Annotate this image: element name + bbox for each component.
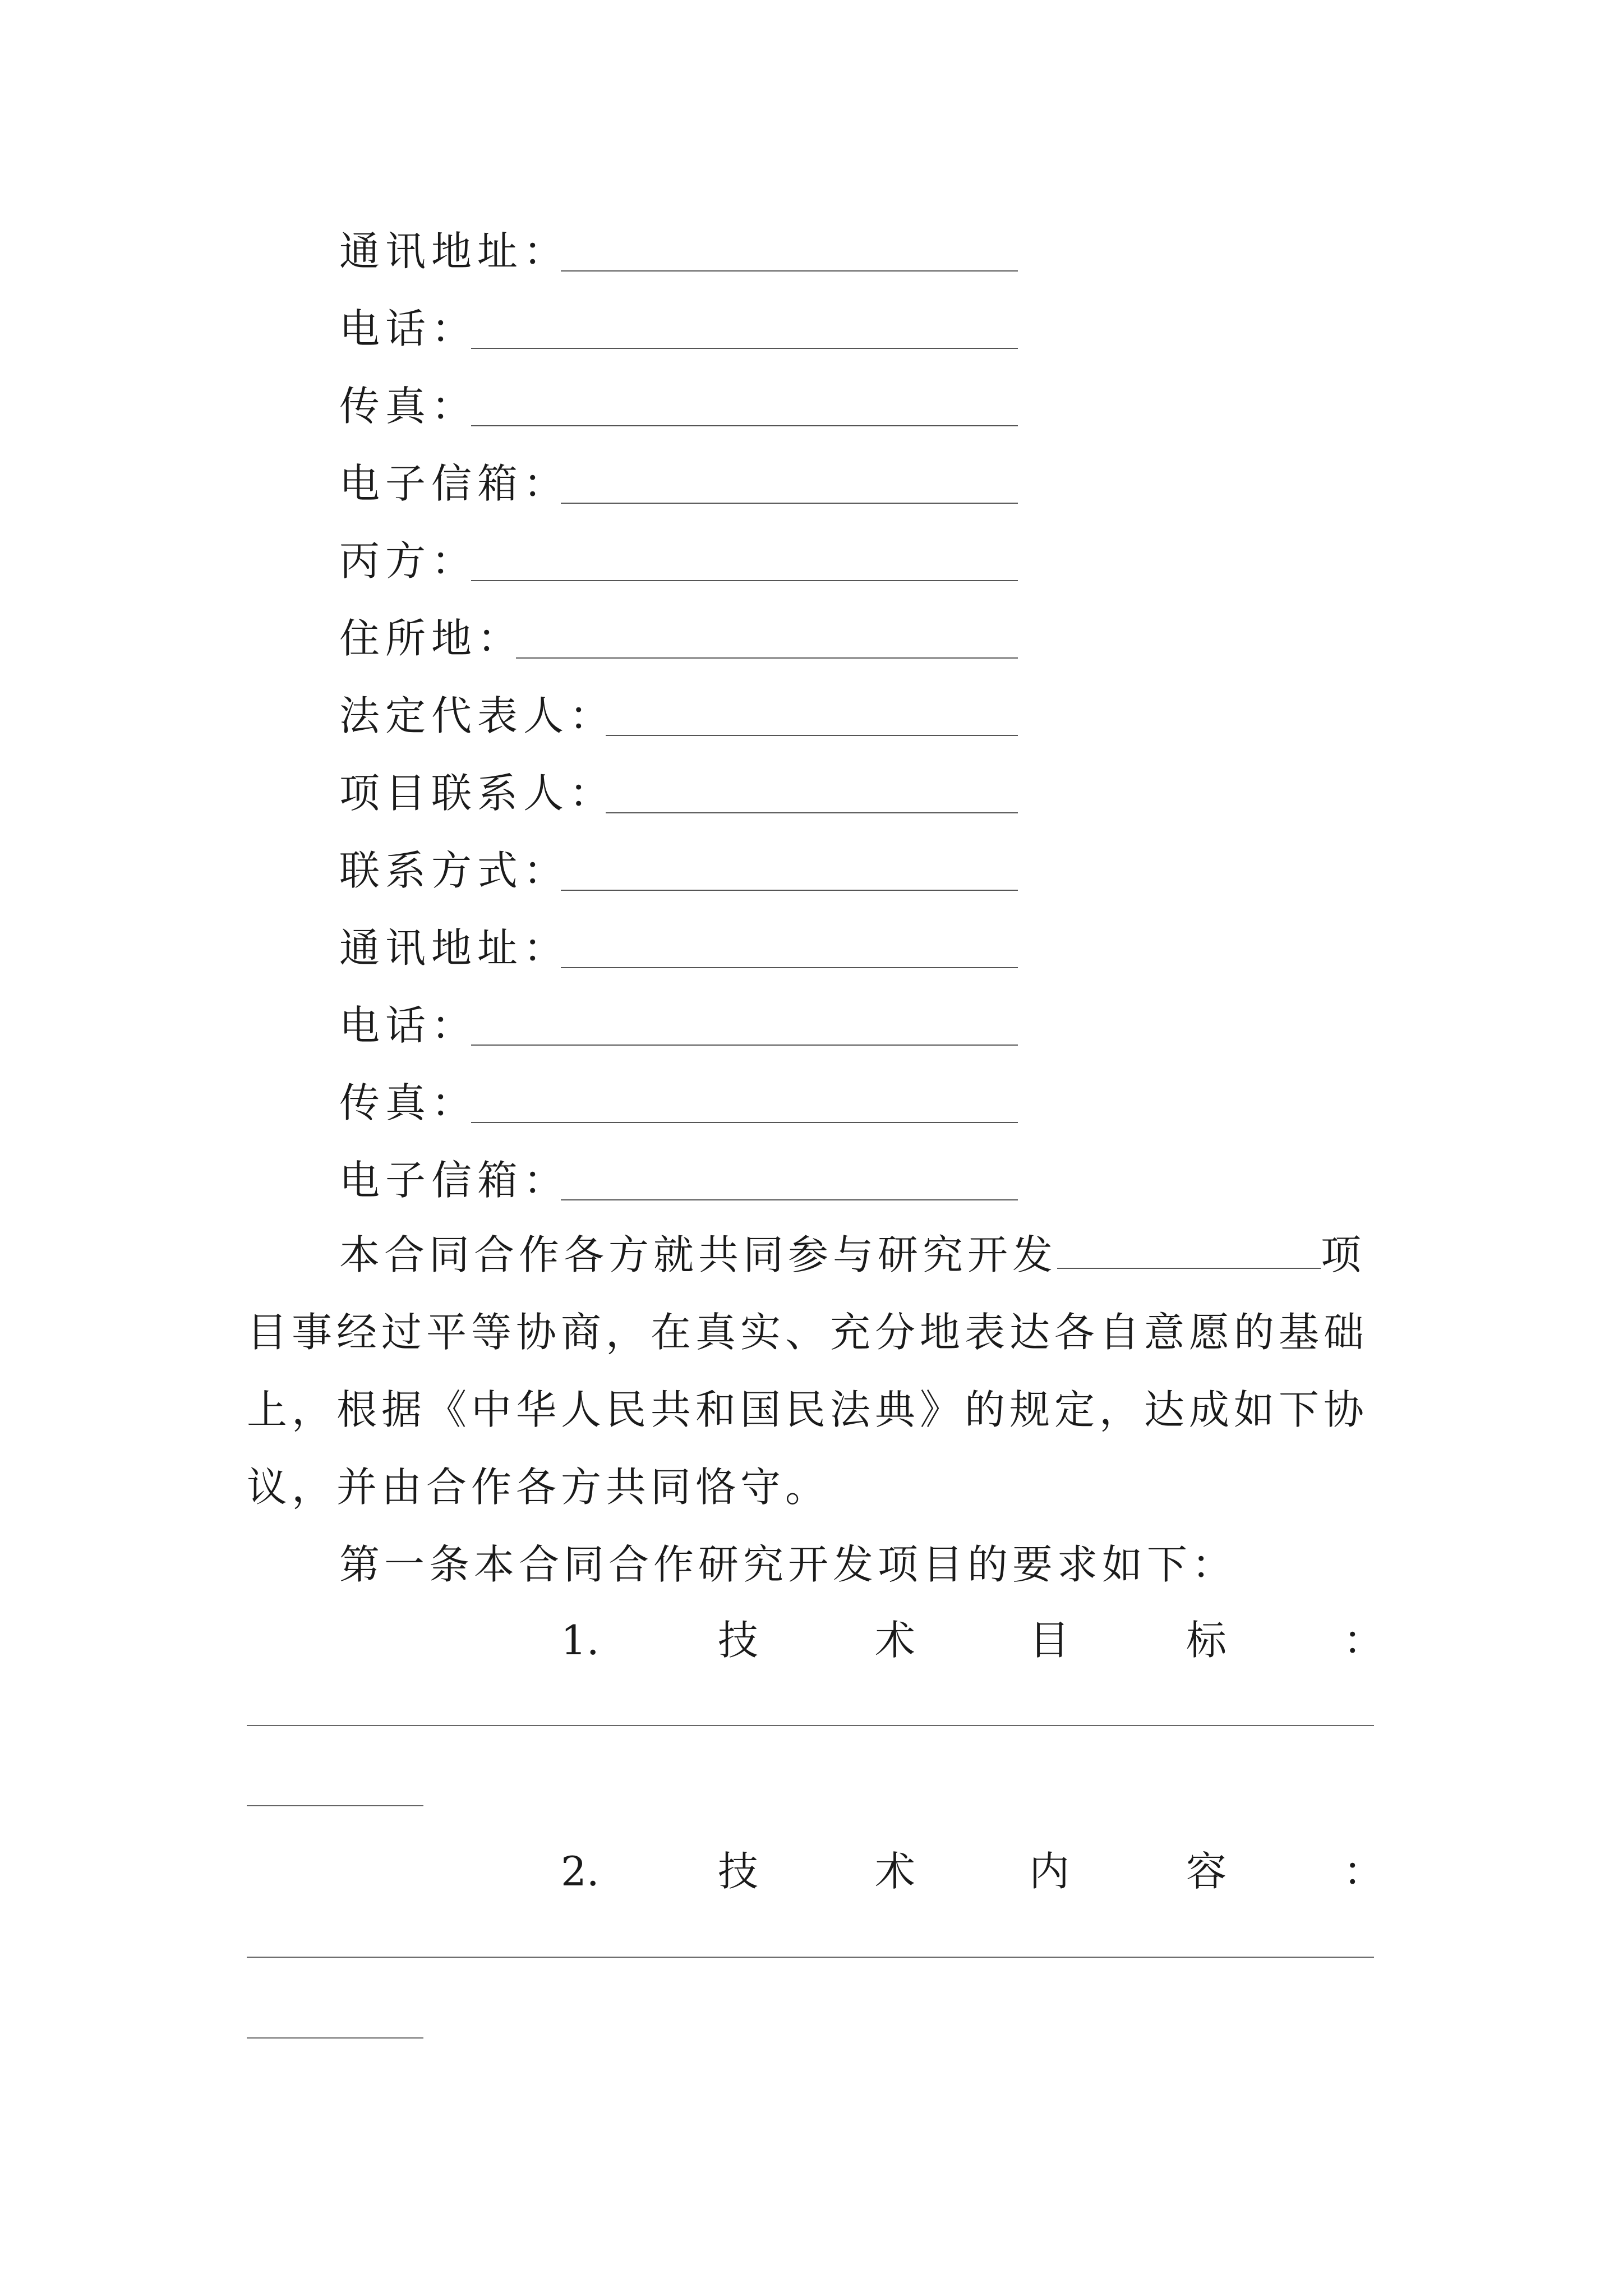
item-colon: ： bbox=[1343, 1617, 1384, 1664]
field-label: 电话： bbox=[339, 305, 478, 352]
field-address bbox=[339, 220, 1018, 282]
fill-blank[interactable] bbox=[471, 1045, 1018, 1046]
field-label: 通讯地址： bbox=[339, 924, 570, 972]
item-char: 术 bbox=[875, 1617, 916, 1664]
field-label: 电子信箱： bbox=[339, 1157, 570, 1204]
field-phone bbox=[339, 297, 1018, 359]
intro-text-start: 本合同合作各方就共同参与研究开发 bbox=[339, 1231, 1058, 1278]
technical-content-blank[interactable] bbox=[247, 1957, 1374, 1958]
item-char: 容 bbox=[1186, 1848, 1227, 1895]
fill-blank[interactable] bbox=[471, 348, 1018, 349]
fill-blank[interactable] bbox=[561, 270, 1018, 272]
fill-blank[interactable] bbox=[471, 580, 1018, 581]
item-char: 术 bbox=[875, 1848, 916, 1895]
field-label: 通讯地址： bbox=[339, 228, 570, 275]
field-email bbox=[339, 452, 1018, 514]
field-label: 电子信箱： bbox=[339, 460, 570, 507]
field-label: 住所地： bbox=[339, 615, 524, 662]
fill-blank[interactable] bbox=[471, 425, 1018, 426]
field-label: 法定代表人： bbox=[339, 692, 616, 739]
field-label: 联系方式： bbox=[339, 847, 570, 894]
field-address bbox=[339, 917, 1018, 978]
fill-blank[interactable] bbox=[561, 1199, 1018, 1200]
item-char: 目 bbox=[1029, 1617, 1070, 1664]
item-number: 2. bbox=[561, 1848, 600, 1895]
field-phone bbox=[339, 994, 1018, 1056]
field-fax bbox=[339, 1071, 1018, 1133]
field-label: 项目联系人： bbox=[339, 770, 616, 817]
technical-content-blank-cont[interactable] bbox=[247, 2037, 423, 2039]
article-1-heading: 第一条本合同合作研究开发项目的要求如下： bbox=[339, 1541, 1237, 1588]
field-domicile bbox=[339, 607, 1018, 669]
field-label: 电话： bbox=[339, 1002, 478, 1049]
project-name-blank[interactable] bbox=[1057, 1233, 1321, 1269]
field-label: 丙方： bbox=[339, 537, 478, 585]
fill-blank[interactable] bbox=[561, 890, 1018, 891]
fill-blank[interactable] bbox=[561, 503, 1018, 504]
item-char: 技 bbox=[718, 1617, 759, 1664]
field-contact-method bbox=[339, 839, 1018, 901]
field-project-contact bbox=[339, 762, 1018, 823]
item-number: 1. bbox=[561, 1617, 600, 1664]
intro-text-rest: 项目事经过平等协商，在真实、充分地表达各自意愿的基础上，根据《中华人民共和国民法典》的规定，达成如下协议，并由合作各方共同恪守。 bbox=[247, 1231, 1369, 1511]
item-char: 标 bbox=[1186, 1617, 1227, 1664]
fill-blank[interactable] bbox=[606, 735, 1018, 736]
field-label: 传真： bbox=[339, 1079, 478, 1126]
fill-blank[interactable] bbox=[606, 812, 1018, 813]
item-technical-goal bbox=[247, 1609, 1384, 1671]
fill-blank[interactable] bbox=[471, 1122, 1018, 1123]
field-label: 传真： bbox=[339, 383, 478, 430]
technical-goal-blank-cont[interactable] bbox=[247, 1805, 423, 1806]
item-colon: ： bbox=[1343, 1848, 1384, 1895]
field-email bbox=[339, 1149, 1018, 1211]
field-legal-rep bbox=[339, 684, 1018, 746]
fill-blank[interactable] bbox=[516, 657, 1018, 659]
fill-blank[interactable] bbox=[561, 967, 1018, 968]
field-party-c bbox=[339, 530, 1018, 591]
technical-goal-blank[interactable] bbox=[247, 1725, 1374, 1726]
field-fax bbox=[339, 375, 1018, 436]
item-char: 技 bbox=[718, 1848, 759, 1895]
intro-paragraph bbox=[247, 1216, 1385, 1526]
item-char: 内 bbox=[1029, 1848, 1070, 1895]
item-technical-content bbox=[247, 1840, 1384, 1902]
